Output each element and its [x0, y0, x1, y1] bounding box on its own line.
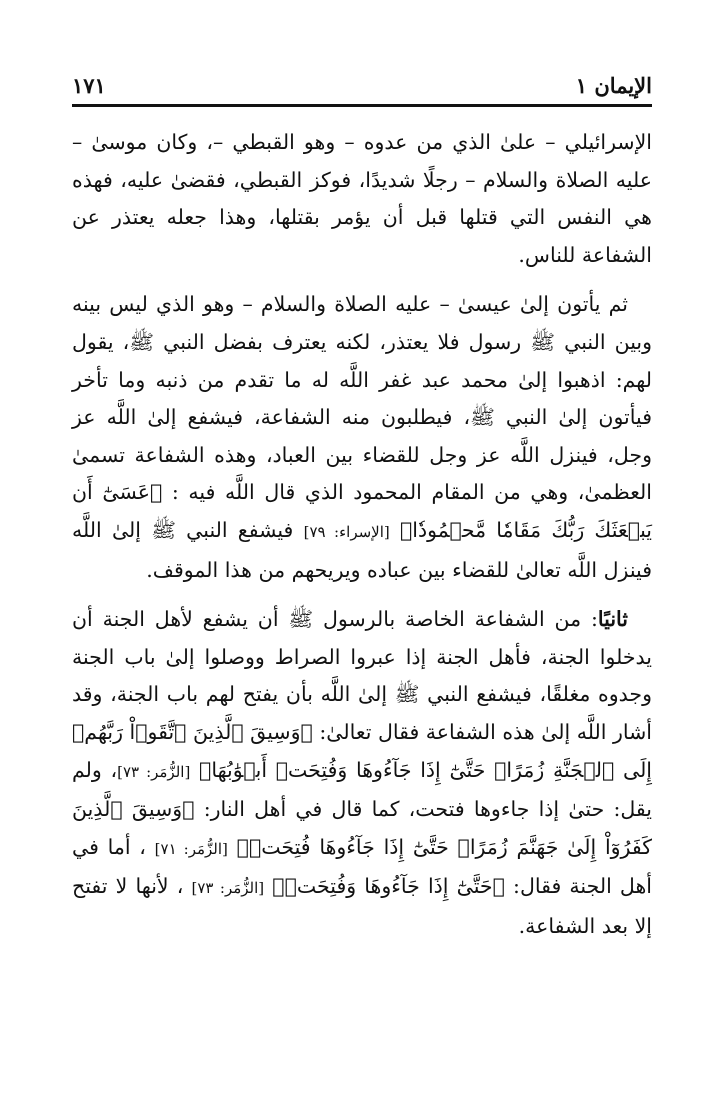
paragraph-moses: الإسرائيلي – علىٰ الذي من عدوه – وهو القبطي –، وكان موسىٰ – عليه الصلاة والسلام – رجلًا شديدًا، فوكز القبطي، فقضىٰ عليه، فهذه هي النفس التي قتلها قبل أن يؤمر بقتلها، وهذا جعله يعتذر عن الشفاعة للناس.	[72, 130, 652, 267]
running-header	[72, 62, 652, 98]
paragraph-text: ، أما في أهل الجنة فقال:	[72, 834, 652, 899]
verse-reference: [الإسراء: ٧٩]	[303, 522, 390, 541]
book-title: الإيمان ١	[575, 73, 652, 98]
section-lead: ثانيًا	[597, 607, 628, 632]
paragraph-text: ، ولم يقل: حتىٰ إذا جاءوها فتحت، كما قال في أهل النار:	[72, 757, 652, 822]
paragraph-text: ، لأنها لا تفتح إلا بعد الشفاعة.	[72, 874, 652, 938]
paragraph-spacer	[72, 589, 652, 601]
paragraph-jesus-intercession	[72, 286, 652, 589]
quran-verse: ﴿وَسِيقَ ٱلَّذِينَ كَفَرُوٓاْ إِلَىٰ جَهَنَّمَ زُمَرًاۖ حَتَّىٰٓ إِذَا جَآءُوهَا فُتِحَتۡ﴾	[72, 797, 652, 859]
quran-verse: ﴿وَسِيقَ ٱلَّذِينَ ٱتَّقَوۡاْ رَبَّهُمۡ إِلَى ٱلۡجَنَّةِ زُمَرًاۖ حَتَّىٰٓ إِذَا جَآءُوهَا وَفُتِحَتۡ أَبۡوَٰبُهَا﴾	[72, 719, 653, 782]
header-rule	[72, 104, 652, 107]
verse-reference: [الزُّمَر: ٧٣]	[117, 762, 191, 781]
paragraph-second-intercession	[72, 601, 652, 945]
verse-reference: [الزُّمَر: ٧١]	[154, 839, 228, 858]
main-text	[72, 124, 652, 945]
paragraph-text: : من الشفاعة الخاصة بالرسول ﷺ أن يشفع لأهل الجنة أن يدخلوا الجنة، فأهل الجنة إذا عبروا الصراط ووصلوا إلىٰ باب الجنة وجدوه مغلقًا، فيشفع النبي ﷺ إلىٰ اللَّه بأن يفتح لهم باب الجنة، وقد أشار اللَّه إلىٰ هذه الشفاعة فقال تعالىٰ:	[72, 607, 652, 744]
paragraph-text: فيشفع النبي ﷺ إلىٰ اللَّه فينزل اللَّه تعالىٰ للقضاء بين عباده ويريحهم من هذا الموقف.	[72, 517, 652, 582]
paragraph-text: ثم يأتون إلىٰ عيسىٰ – عليه الصلاة والسلام – وهو الذي ليس بينه وبين النبي ﷺ رسول فلا يعتذر، لكنه يعترف بفضل النبي ﷺ، يقول لهم: اذهبوا إلىٰ محمد عبد غفر اللَّه له ما تقدم من ذنبه وما تأخر فيأتون إلىٰ النبي ﷺ، فيطلبون منه الشفاعة، فيشفع إلىٰ اللَّه عز وجل، فينزل اللَّه عز وجل للقضاء بين العباد، وهذه الشفاعة تسمىٰ العظمىٰ، وهي من المقام المحمود الذي قال اللَّه فيه :	[72, 292, 652, 505]
verse-reference: [الزُّمَر: ٧٣]	[191, 879, 265, 898]
page-number: ١٧١	[72, 73, 106, 98]
paragraph-spacer	[72, 274, 652, 286]
quran-verse: ﴿عَسَىٰٓ أَن يَبۡعَثَكَ رَبُّكَ مَقَامٗا مَّحۡمُودٗا﴾	[72, 480, 652, 542]
quran-verse: ﴿حَتَّىٰٓ إِذَا جَآءُوهَا وَفُتِحَتۡ﴾	[272, 874, 505, 899]
